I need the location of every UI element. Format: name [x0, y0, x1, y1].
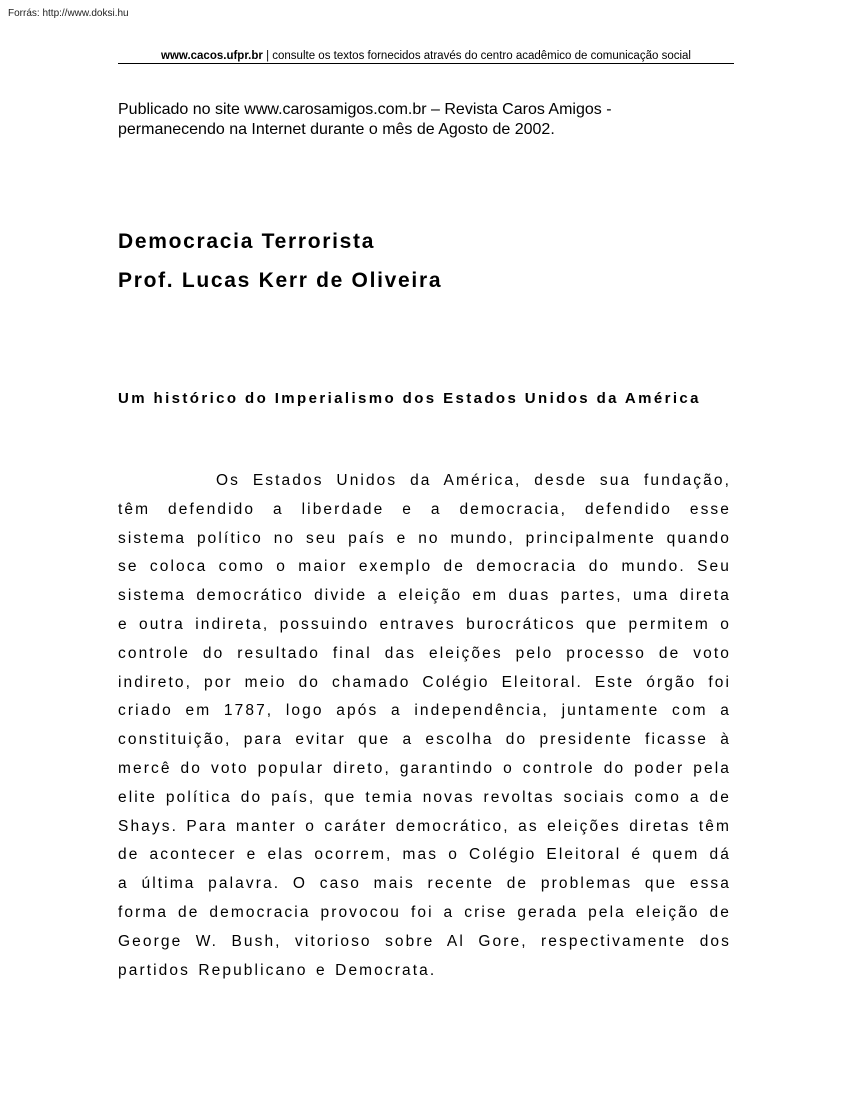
header-separator: | — [266, 50, 270, 62]
header-site-link[interactable]: www.cacos.ufpr.br — [161, 50, 263, 62]
publication-line-1: Publicado no site www.carosamigos.com.br – Revista Caros Amigos - — [118, 101, 612, 118]
source-note: Forrás: http://www.doksi.hu — [8, 8, 129, 19]
page-header — [118, 50, 734, 64]
section-heading: Um histórico do Imperialismo dos Estados Unidos da América — [118, 390, 701, 407]
header-text: consulte os textos fornecidos através do centro acadêmico de comunicação social — [272, 50, 691, 62]
title-block — [118, 222, 442, 300]
document-title: Democracia Terrorista — [118, 230, 376, 253]
publication-line-2: permanecendo na Internet durante o mês de Agosto de 2002. — [118, 121, 555, 138]
document-author: Prof. Lucas Kerr de Oliveira — [118, 269, 443, 292]
body-paragraph: Os Estados Unidos da América, desde sua fundação, têm defendido a liberdade e a democracia, defendido esse sistema político no seu país e no mundo, principalmente quando se coloca como o maior exemplo de democracia do mundo. Seu sistema democrático divide a eleição em duas partes, uma direta e outra indireta, possuindo entraves burocráticos que permitem o controle do resultado final das eleições pelo processo de voto indireto, por meio do chamado Colégio Eleitoral. Este órgão foi criado em 1787, logo após a independência, juntamente com a constituição, para evitar que a escolha do presidente ficasse à mercê do voto popular direto, garantindo o controle do poder pela elite política do país, que temia novas revoltas sociais como a de Shays. Para manter o caráter democrático, as eleições diretas têm de acontecer e elas ocorrem, mas o Colégio Eleitoral é quem dá a última palavra. O caso mais recente de problemas que essa forma de democracia provocou foi a crise gerada pela eleição de George W. Bush, vitorioso sobre Al Gore, respectivamente dos partidos Republicano e Democrata. — [118, 472, 731, 979]
publication-note — [118, 100, 734, 140]
